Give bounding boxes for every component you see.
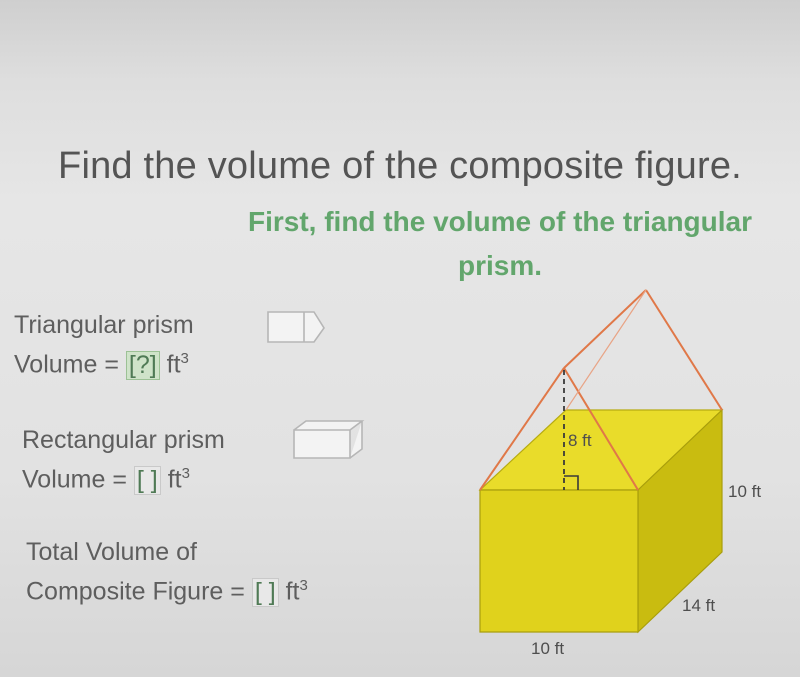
question-title: Find the volume of the composite figure. <box>58 145 742 187</box>
composite-figure-diagram <box>460 280 800 670</box>
box-front-face <box>480 490 638 632</box>
rectangular-volume-answer[interactable]: [ ] <box>134 466 161 495</box>
triangular-prism-icon <box>266 306 338 348</box>
triangular-volume-answer[interactable]: [?] <box>126 351 160 380</box>
total-volume-label-line1: Total Volume of <box>26 538 197 566</box>
height-label: 8 ft <box>568 431 592 450</box>
question-instruction: First, find the volume of the triangular prism. <box>247 206 753 281</box>
depth-label: 14 ft <box>682 596 716 615</box>
side-label: 10 ft <box>728 482 762 501</box>
triangular-volume-unit-power: 3 <box>180 350 189 367</box>
rectangular-prism-label: Rectangular prism <box>22 426 225 454</box>
rectangular-prism-row <box>22 423 225 496</box>
rectangular-volume-unit: ft <box>167 465 182 494</box>
bottom-label: 10 ft <box>531 639 565 658</box>
triangular-volume-unit: ft <box>166 350 181 379</box>
total-volume-label-line2: Composite Figure = <box>26 577 245 606</box>
triangular-prism-label: Triangular prism <box>14 311 194 339</box>
total-volume-answer[interactable]: [ ] <box>252 578 279 607</box>
rectangular-volume-prefix: Volume = <box>22 465 127 494</box>
total-volume-row <box>26 535 308 608</box>
triangular-prism-row <box>14 308 194 381</box>
rectangular-volume-unit-power: 3 <box>181 465 190 482</box>
rectangular-prism-icon <box>290 418 370 464</box>
triangular-volume-prefix: Volume = <box>14 350 119 379</box>
total-volume-unit: ft <box>285 577 300 606</box>
total-volume-unit-power: 3 <box>299 577 308 594</box>
